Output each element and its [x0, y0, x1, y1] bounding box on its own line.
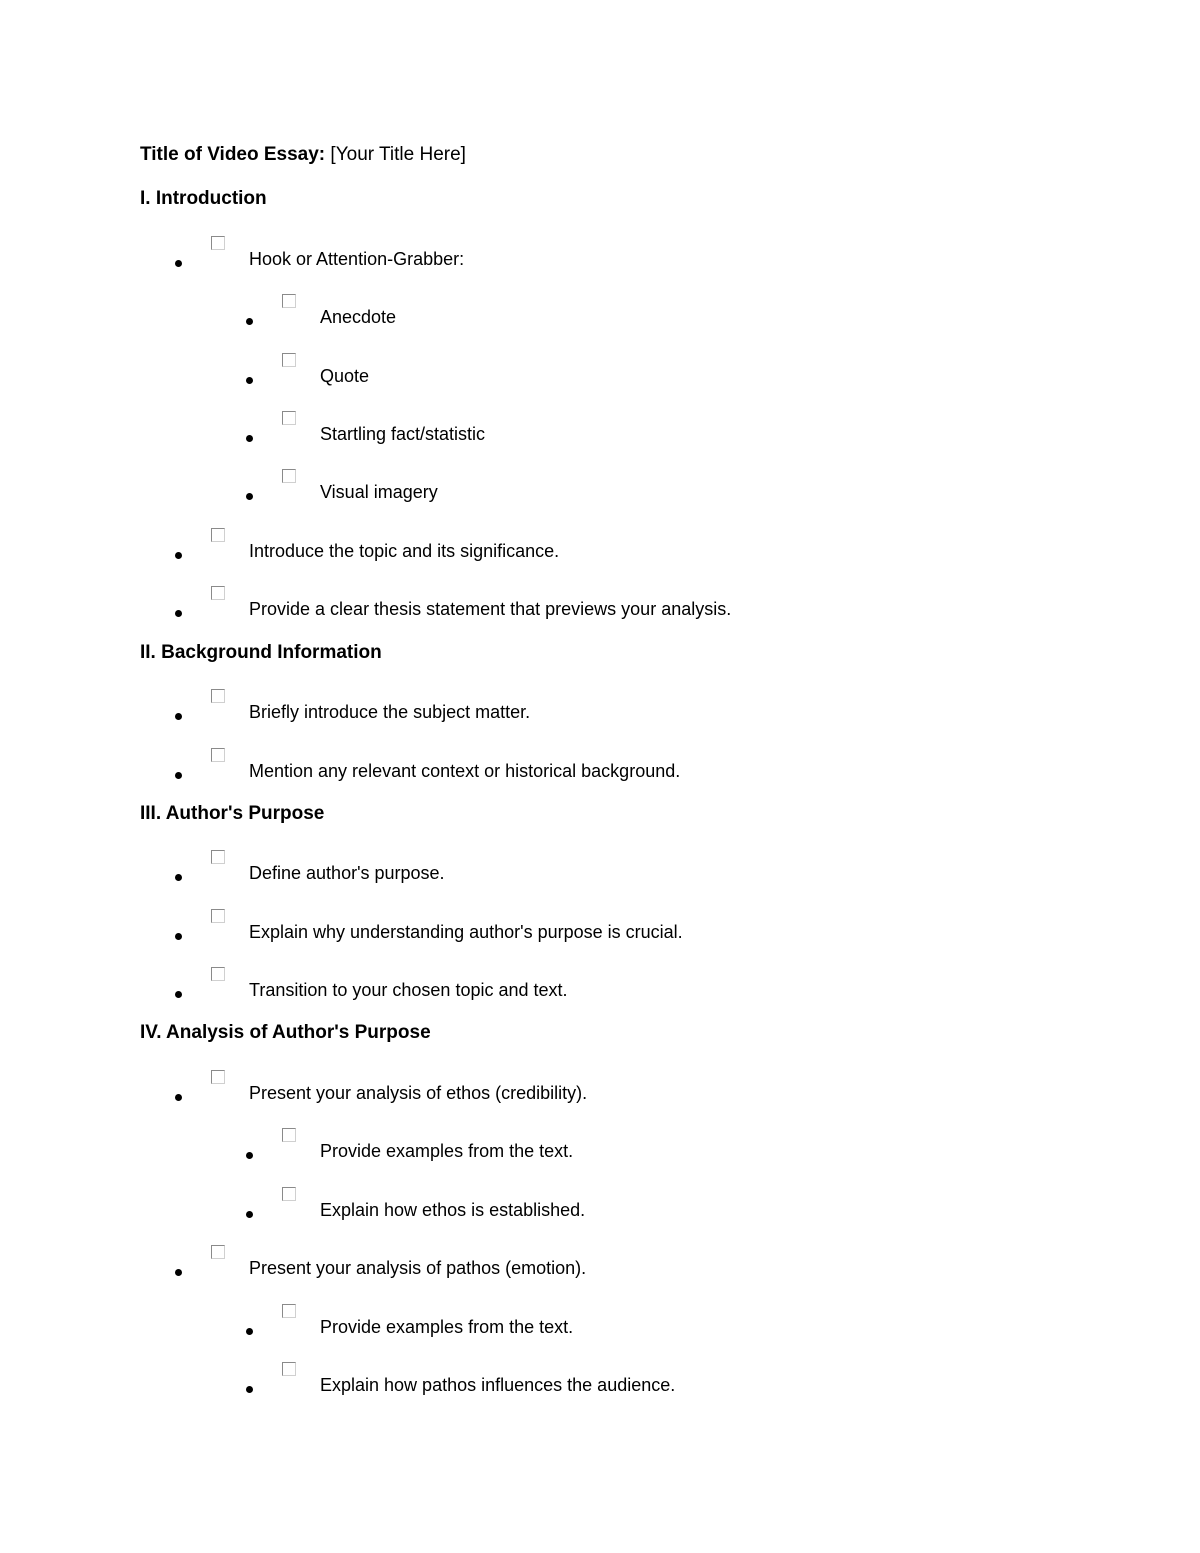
checkbox-icon[interactable]	[211, 586, 225, 600]
bullet-icon	[246, 435, 253, 442]
title-value: [Your Title Here]	[325, 144, 466, 165]
checkbox-icon[interactable]	[211, 689, 225, 703]
bullet-icon	[175, 1269, 182, 1276]
checkbox-icon[interactable]	[211, 909, 225, 923]
item-text: Briefly introduce the subject matter.	[249, 702, 531, 722]
item-text: Provide a clear thesis statement that previews your analysis.	[249, 599, 732, 619]
checkbox-icon[interactable]	[211, 748, 225, 762]
checkbox-icon[interactable]	[282, 469, 296, 483]
item-text: Provide examples from the text.	[320, 1317, 574, 1337]
checkbox-icon[interactable]	[282, 353, 296, 367]
checkbox-icon[interactable]	[282, 1128, 296, 1142]
item-text: Present your analysis of ethos (credibility).	[249, 1083, 588, 1103]
bullet-icon	[246, 1211, 253, 1218]
title-label: Title of Video Essay:	[140, 144, 326, 165]
bullet-icon	[175, 991, 182, 998]
checkbox-icon[interactable]	[282, 294, 296, 308]
section-heading-authors-purpose: III. Author's Purpose	[140, 803, 325, 824]
bullet-icon	[175, 1094, 182, 1101]
section-heading-background: II. Background Information	[140, 642, 382, 663]
item-text: Transition to your chosen topic and text.	[249, 980, 568, 1000]
item-text: Startling fact/statistic	[320, 424, 486, 444]
bullet-icon	[175, 772, 182, 779]
bullet-icon	[175, 874, 182, 881]
bullet-icon	[246, 318, 253, 325]
bullet-icon	[246, 377, 253, 384]
checkbox-icon[interactable]	[211, 850, 225, 864]
bullet-icon	[175, 713, 182, 720]
document-title	[140, 143, 466, 167]
bullet-icon	[246, 493, 253, 500]
item-text: Visual imagery	[320, 482, 438, 502]
item-text: Anecdote	[320, 307, 397, 327]
item-text: Quote	[320, 366, 370, 386]
item-text: Introduce the topic and its significance.	[249, 541, 560, 561]
item-text: Explain why understanding author's purpose is crucial.	[249, 922, 683, 942]
bullet-icon	[175, 260, 182, 267]
checkbox-icon[interactable]	[282, 1362, 296, 1376]
bullet-icon	[246, 1152, 253, 1159]
section-heading-analysis: IV. Analysis of Author's Purpose	[140, 1022, 431, 1043]
item-text: Explain how pathos influences the audience.	[320, 1375, 676, 1395]
bullet-icon	[175, 933, 182, 940]
checkbox-icon[interactable]	[282, 1304, 296, 1318]
bullet-icon	[175, 552, 182, 559]
checkbox-icon[interactable]	[211, 1070, 225, 1084]
item-text: Mention any relevant context or historical background.	[249, 761, 681, 781]
item-text: Hook or Attention-Grabber:	[249, 249, 465, 269]
item-text: Explain how ethos is established.	[320, 1200, 586, 1220]
bullet-icon	[246, 1386, 253, 1393]
checkbox-icon[interactable]	[211, 528, 225, 542]
checkbox-icon[interactable]	[282, 411, 296, 425]
item-text: Define author's purpose.	[249, 863, 445, 883]
checkbox-icon[interactable]	[282, 1187, 296, 1201]
item-text: Present your analysis of pathos (emotion).	[249, 1258, 587, 1278]
checkbox-icon[interactable]	[211, 236, 225, 250]
bullet-icon	[246, 1328, 253, 1335]
section-heading-introduction: I. Introduction	[140, 188, 267, 209]
bullet-icon	[175, 610, 182, 617]
checkbox-icon[interactable]	[211, 1245, 225, 1259]
item-text: Provide examples from the text.	[320, 1141, 574, 1161]
checkbox-icon[interactable]	[211, 967, 225, 981]
